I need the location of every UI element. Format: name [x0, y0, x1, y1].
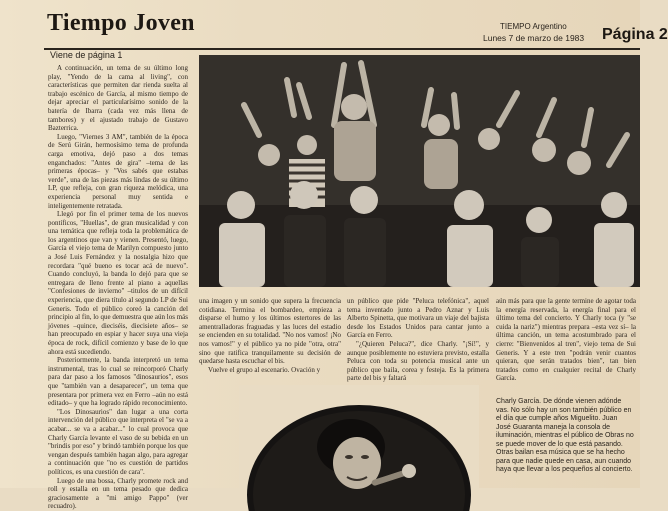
- article-column-4: [496, 297, 636, 387]
- issue-date: Lunes 7 de marzo de 1983: [483, 33, 585, 43]
- performer-photo: [239, 385, 479, 495]
- concert-crowd-photo: [199, 55, 640, 287]
- article-column-3: [347, 297, 489, 383]
- paragraph: Vuelve el grupo al escenario. Ovación y: [208, 365, 321, 374]
- paragraph: Luego, "Viernes 3 AM", también de la época de Serú Girán, hermosísimo tema de profunda carga emotiva, dejó paso a dos temas enganchados: "Antes de gira" –tema de las primeras épocas– y "Vos sabés que estabas verde", una de las piezas más lindas de su último LP, que refleja, con gran riqueza melódica, una experiencia personal muy sentida e inteligentemente retratada.: [48, 132, 188, 210]
- photo-caption: Charly García. De dónde vienen adónde vas. No sólo hay un son también público en el día que cumple años Miguelito. Juan José Guaranta maneja la consola de iluminación, mientras el público de Obras no se puede mover de lo que está pasando. Otras bailan esa música que se ha hecho para que nadie quede en casa, aun cuando haya que llevar a los pequeños al concierto.: [496, 398, 634, 473]
- article-column-2: [199, 297, 341, 383]
- publication-name: TIEMPO Argentino: [500, 22, 567, 31]
- paragraph: un público que pide "Peluca telefónica", aquel tema inventado junto a Pedro Aznar y Luis Alberto Spinetta, que motivara un viaje del bajista desde los Estados Unidos para cantar junto a García en Ferro.: [347, 297, 489, 340]
- paragraph: "Los Dinosaurios" dan lugar a una corta intervención del público que interpreta el "se va a acabar... se va a acabar..." lo cual provoca que Charly García levante el vaso de su bebida en un "brindis por eso" y brindó también porque los que vengan después también hagan algo, para agregar a continuación que "no es cuestión de partidos políticos, es una cuestión de cara".: [48, 407, 188, 476]
- paragraph: "¿Quieren Peluca?", dice Charly. "¡Sí!", y aunque posiblemente no estuviera previsto, estalla Peluca con toda su potencia musical ante un público que baila, corea y festeja. Es la primera parte del bis y faltará: [347, 339, 489, 383]
- section-title: Tiempo Joven: [47, 10, 195, 36]
- article-column-1: [48, 64, 188, 511]
- continued-from-label: Viene de página 1: [50, 50, 123, 60]
- paragraph: una imagen y un sonido que supera la frecuencia cotidiana. Termina el bombardeo, empieza a disparse el humo y los últimos estertores de las amentralladoras fraguadas y las luces del estadio se encienden en su totalidad. "No nos vamos! ¡No nos vamos!" y el público ya no pide "otra, otra" sino que ratifica tranquilamente su decisión de quedarse hasta escuchar el bis.: [199, 297, 341, 366]
- paragraph: A continuación, un tema de su último long play, "Yendo de la cama al living", con características que permiten dar rienda suelta al trabajo escénico de García, al mismo tiempo de dejar apreciar el particularísimo sonido de la batería de Ibarra (cada vez más llena de tambores) y el ajustado trabajo de Gustavo Bazterrica.: [48, 64, 188, 133]
- paragraph: Luego de una bossa, Charly promete rock and roll y estalla en un tema pesado que dedica graciosamente a "mi amigo Pappo" (ver recuadro).: [48, 476, 188, 511]
- paragraph: Posteriormente, la banda interpretó un tema instrumental, tras lo cual se reincorporó Charly para dar paso a los famosos "dinosaurios", esos que "también van a desaparecer", un tema que presentara por primera vez en Ferro –aún no está editado– y que ha logrado rápido reconocimiento.: [48, 356, 188, 408]
- paragraph: Llegó por fin el primer tema de los nuevos pontíficos, "Huellas", de gran musicalidad y con una temática que refleja toda la problemática de los argentinos que van y vienen. Presentó, luego, García el viejo tema de Marilyn compuesto junto a José Luis Fernández y la nostalgia hizo que recordara "qué bueno es tocar acá de nuevo". Cuando concluyó, la banda lo dejó para que se entregara de lleno frente al piano a aquellas "Confesiones de invierno" –titulos de un difícil experiencia, que diera título al segundo LP de Sui Generis. Todo el público coreó la canción del principio al fin, lo que demuestra que aún los más jóvenes –quince, dieciséis, diecisiete años– se han preocupado en espiar y hacer suya una vieja época de rock, difícil comienzo y base de lo que ahora está sucediendo.: [48, 210, 188, 356]
- paragraph: aún más para que la gente termine de agotar toda la energía reservada, la energía final para el último tema del concierto. Y Charly toca (y "se cuida la nariz") mientras prepara –esta vez sí– la última canción, un tema acostumbrado para el cierre: "Bienvenidos al tren", viejo tema de Sui Generis. Y a este tren "podrán venir cuantos quieran, que serán tratados bien", tan bien tratados como en cualquier recital de Charly García.: [496, 297, 636, 383]
- header-rule: [44, 48, 640, 50]
- page-number: Página 2: [602, 26, 668, 43]
